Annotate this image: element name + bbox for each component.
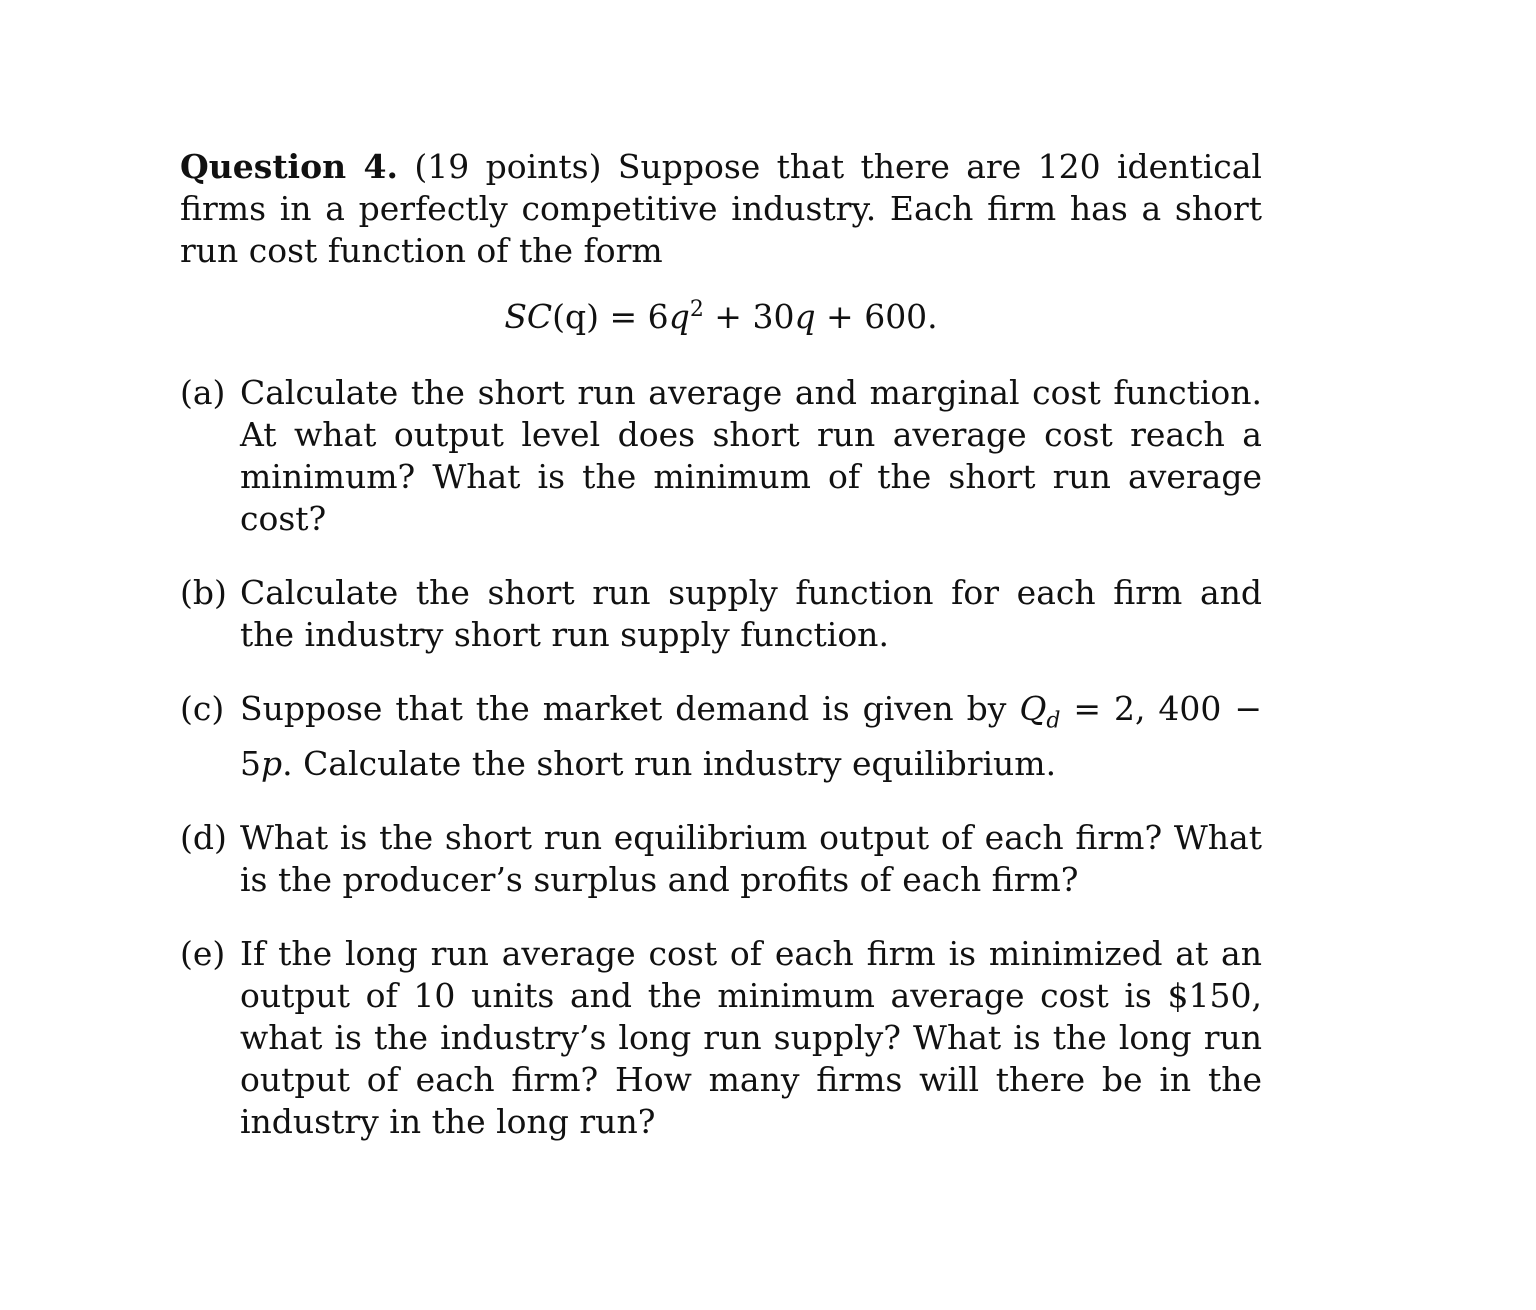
part-c-sub: d — [1046, 708, 1061, 734]
part-d-label: (d) — [180, 817, 227, 857]
part-c-text-before: Suppose that the market demand is given by — [240, 689, 1020, 728]
part-e — [180, 933, 1262, 1143]
part-a — [180, 372, 1262, 540]
part-c-label: (c) — [180, 689, 225, 728]
part-c-q: Q — [1019, 689, 1047, 728]
part-a-label: (a) — [180, 373, 226, 412]
eq-rhs-c: + 600. — [815, 297, 938, 336]
part-c-p: p — [261, 743, 283, 783]
eq-rhs-q1: q — [668, 297, 690, 336]
part-d-text: What is the short run equilibrium output of each firm? What is the producer’s surplus and profits of each firm? — [240, 817, 1262, 899]
part-e-label: (e) — [180, 933, 226, 973]
cost-function-equation — [180, 296, 1262, 338]
question-points: (19 points) — [414, 147, 602, 186]
part-e-text: If the long run average cost of each firm is minimized at an output of 10 units and the minimum average cost is $150, what is the industry’s long run supply? What is the long run output of each firm? How many firms will there be in the industry in the long run? — [240, 933, 1262, 1141]
part-c — [180, 688, 1262, 785]
part-a-text: Calculate the short run average and marginal cost function. At what output level does short run average cost reach a minimum? What is the minimum of the short run average cost? — [240, 373, 1262, 538]
part-c-eq-rest: = 2, 400 − 5 — [240, 689, 1263, 783]
eq-rhs-b: + 30 — [703, 297, 795, 336]
part-b-text: Calculate the short run supply function for each firm and the industry short run supply function. — [240, 573, 1262, 654]
eq-rhs-q2: q — [794, 297, 816, 336]
question-intro — [180, 146, 1262, 272]
question-label: Question 4. — [180, 147, 398, 186]
question-document — [180, 146, 1262, 1175]
eq-lhs-arg: (q) — [552, 297, 600, 336]
eq-lhs-fn: SC — [504, 297, 553, 336]
eq-rhs-exp: 2 — [689, 297, 704, 322]
part-c-text-after: . Calculate the short run industry equilibrium. — [282, 743, 1057, 783]
eq-rhs-a: = 6 — [599, 297, 669, 336]
question-intro-text: Suppose that there are 120 identical firms in a perfectly competitive industry. Each firm has a short run cost function of the form — [180, 147, 1262, 270]
part-b-label: (b) — [180, 573, 227, 612]
part-b — [180, 572, 1262, 656]
part-d — [180, 817, 1262, 901]
